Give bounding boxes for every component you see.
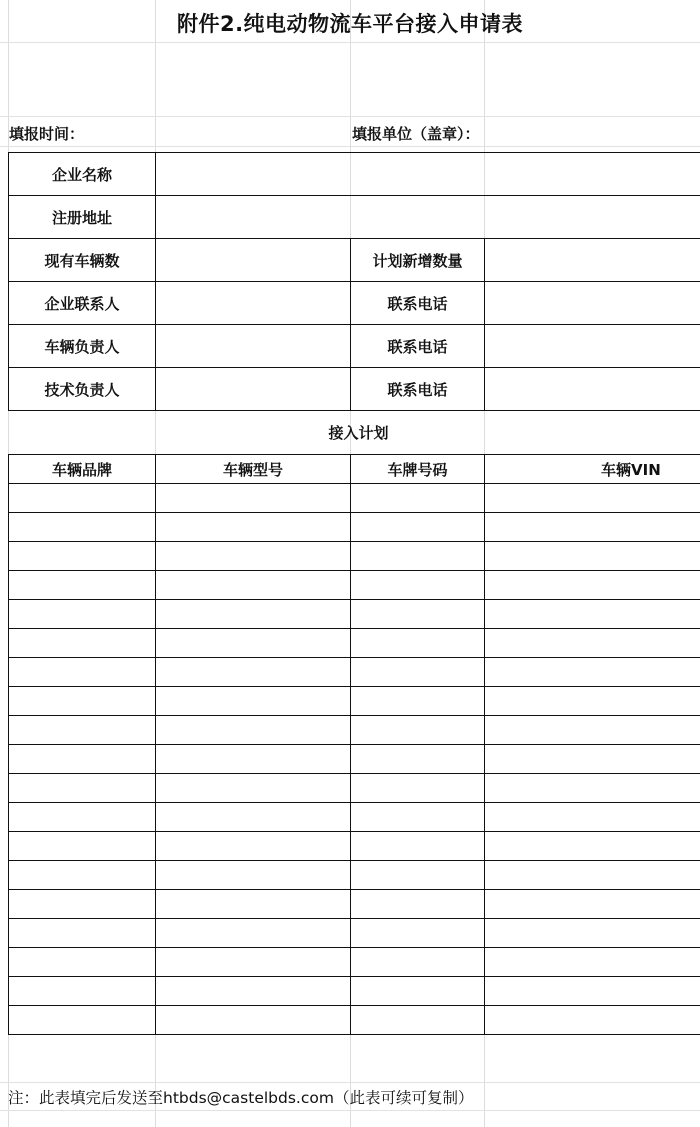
vin-cell[interactable] [485, 832, 700, 861]
column-header-vin: 车辆VIN [485, 455, 700, 484]
model-cell[interactable] [156, 1006, 351, 1035]
company-contact-phone-field[interactable] [485, 282, 700, 325]
vin-cell[interactable] [485, 861, 700, 890]
vin-cell[interactable] [485, 919, 700, 948]
plate-cell[interactable] [351, 948, 485, 977]
table-row [9, 658, 700, 687]
brand-cell[interactable] [9, 600, 156, 629]
plate-cell[interactable] [351, 919, 485, 948]
tech-manager-phone-label: 联系电话 [351, 368, 485, 411]
table-row [9, 803, 700, 832]
table-row [9, 948, 700, 977]
vin-cell[interactable] [485, 1006, 700, 1035]
form-title: 附件2.纯电动物流车平台接入申请表 [176, 12, 524, 36]
table-row [9, 745, 700, 774]
model-cell[interactable] [156, 977, 351, 1006]
vehicle-manager-field[interactable] [156, 325, 351, 368]
brand-cell[interactable] [9, 629, 156, 658]
brand-cell[interactable] [9, 948, 156, 977]
company-contact-phone-label: 联系电话 [351, 282, 485, 325]
model-cell[interactable] [156, 832, 351, 861]
company-name-field[interactable] [156, 153, 700, 196]
plate-cell[interactable] [351, 745, 485, 774]
company-contact-label: 企业联系人 [9, 282, 156, 325]
sheet-gridline [0, 146, 700, 147]
vin-cell[interactable] [485, 803, 700, 832]
plate-cell[interactable] [351, 716, 485, 745]
vin-cell[interactable] [485, 571, 700, 600]
application-form-table [8, 152, 700, 1035]
model-cell[interactable] [156, 542, 351, 571]
model-cell[interactable] [156, 803, 351, 832]
plate-cell[interactable] [351, 803, 485, 832]
model-cell[interactable] [156, 484, 351, 513]
planned-new-count-label: 计划新增数量 [351, 239, 485, 282]
brand-cell[interactable] [9, 861, 156, 890]
brand-cell[interactable] [9, 571, 156, 600]
brand-cell[interactable] [9, 774, 156, 803]
model-cell[interactable] [156, 919, 351, 948]
vehicle-manager-phone-field[interactable] [485, 325, 700, 368]
brand-cell[interactable] [9, 832, 156, 861]
vin-cell[interactable] [485, 542, 700, 571]
current-vehicle-count-label: 现有车辆数 [9, 239, 156, 282]
sheet-gridline [0, 42, 700, 43]
vin-cell[interactable] [485, 948, 700, 977]
model-cell[interactable] [156, 890, 351, 919]
table-row [9, 1006, 700, 1035]
column-header-plate: 车牌号码 [351, 455, 485, 484]
plate-cell[interactable] [351, 658, 485, 687]
brand-cell[interactable] [9, 1006, 156, 1035]
brand-cell[interactable] [9, 542, 156, 571]
company-name-label: 企业名称 [9, 153, 156, 196]
model-cell[interactable] [156, 658, 351, 687]
sheet-gridline [0, 1082, 700, 1083]
plate-cell[interactable] [351, 513, 485, 542]
table-row [9, 977, 700, 1006]
plate-cell[interactable] [351, 484, 485, 513]
brand-cell[interactable] [9, 513, 156, 542]
table-row [9, 919, 700, 948]
tech-manager-field[interactable] [156, 368, 351, 411]
vin-cell[interactable] [485, 513, 700, 542]
brand-cell[interactable] [9, 977, 156, 1006]
registered-address-label: 注册地址 [9, 196, 156, 239]
brand-cell[interactable] [9, 687, 156, 716]
vin-cell[interactable] [485, 484, 700, 513]
plate-cell[interactable] [351, 774, 485, 803]
fill-unit-label: 填报单位（盖章）： [352, 125, 480, 143]
plate-cell[interactable] [351, 542, 485, 571]
footer-note: 注：此表填完后发送至htbds@castelbds.com（此表可续可复制） [8, 1089, 474, 1107]
model-cell[interactable] [156, 687, 351, 716]
vehicle-manager-phone-label: 联系电话 [351, 325, 485, 368]
fill-time-label: 填报时间： [9, 125, 85, 143]
table-row [9, 571, 700, 600]
brand-cell[interactable] [9, 803, 156, 832]
vin-cell[interactable] [485, 890, 700, 919]
company-contact-field[interactable] [156, 282, 351, 325]
model-cell[interactable] [156, 600, 351, 629]
column-header-model: 车辆型号 [156, 455, 351, 484]
plan-section-title: 接入计划 [9, 411, 700, 455]
model-cell[interactable] [156, 716, 351, 745]
vin-cell[interactable] [485, 658, 700, 687]
table-row [9, 513, 700, 542]
vehicle-manager-label: 车辆负责人 [9, 325, 156, 368]
plate-cell[interactable] [351, 890, 485, 919]
table-row [9, 890, 700, 919]
plate-cell[interactable] [351, 861, 485, 890]
brand-cell[interactable] [9, 919, 156, 948]
plate-cell[interactable] [351, 687, 485, 716]
plate-cell[interactable] [351, 977, 485, 1006]
vin-cell[interactable] [485, 774, 700, 803]
model-cell[interactable] [156, 629, 351, 658]
model-cell[interactable] [156, 861, 351, 890]
current-vehicle-count-field[interactable] [156, 239, 351, 282]
sheet-gridline [0, 116, 700, 117]
plate-cell[interactable] [351, 600, 485, 629]
model-cell[interactable] [156, 745, 351, 774]
table-row [9, 716, 700, 745]
table-row [9, 542, 700, 571]
plate-cell[interactable] [351, 571, 485, 600]
vin-cell[interactable] [485, 745, 700, 774]
vin-cell[interactable] [485, 629, 700, 658]
column-header-brand: 车辆品牌 [9, 455, 156, 484]
vin-cell[interactable] [485, 600, 700, 629]
table-row [9, 687, 700, 716]
table-row [9, 774, 700, 803]
tech-manager-phone-field[interactable] [485, 368, 700, 411]
plate-cell[interactable] [351, 1006, 485, 1035]
table-row [9, 861, 700, 890]
vin-cell[interactable] [485, 716, 700, 745]
table-row [9, 832, 700, 861]
brand-cell[interactable] [9, 658, 156, 687]
plate-cell[interactable] [351, 629, 485, 658]
sheet-gridline [0, 1110, 700, 1111]
plate-cell[interactable] [351, 832, 485, 861]
brand-cell[interactable] [9, 716, 156, 745]
model-cell[interactable] [156, 948, 351, 977]
brand-cell[interactable] [9, 890, 156, 919]
model-cell[interactable] [156, 513, 351, 542]
brand-cell[interactable] [9, 745, 156, 774]
model-cell[interactable] [156, 774, 351, 803]
table-row [9, 484, 700, 513]
vin-cell[interactable] [485, 977, 700, 1006]
model-cell[interactable] [156, 571, 351, 600]
table-row [9, 629, 700, 658]
vin-cell[interactable] [485, 687, 700, 716]
registered-address-field[interactable] [156, 196, 700, 239]
brand-cell[interactable] [9, 484, 156, 513]
table-row [9, 600, 700, 629]
planned-new-count-field[interactable] [485, 239, 700, 282]
tech-manager-label: 技术负责人 [9, 368, 156, 411]
